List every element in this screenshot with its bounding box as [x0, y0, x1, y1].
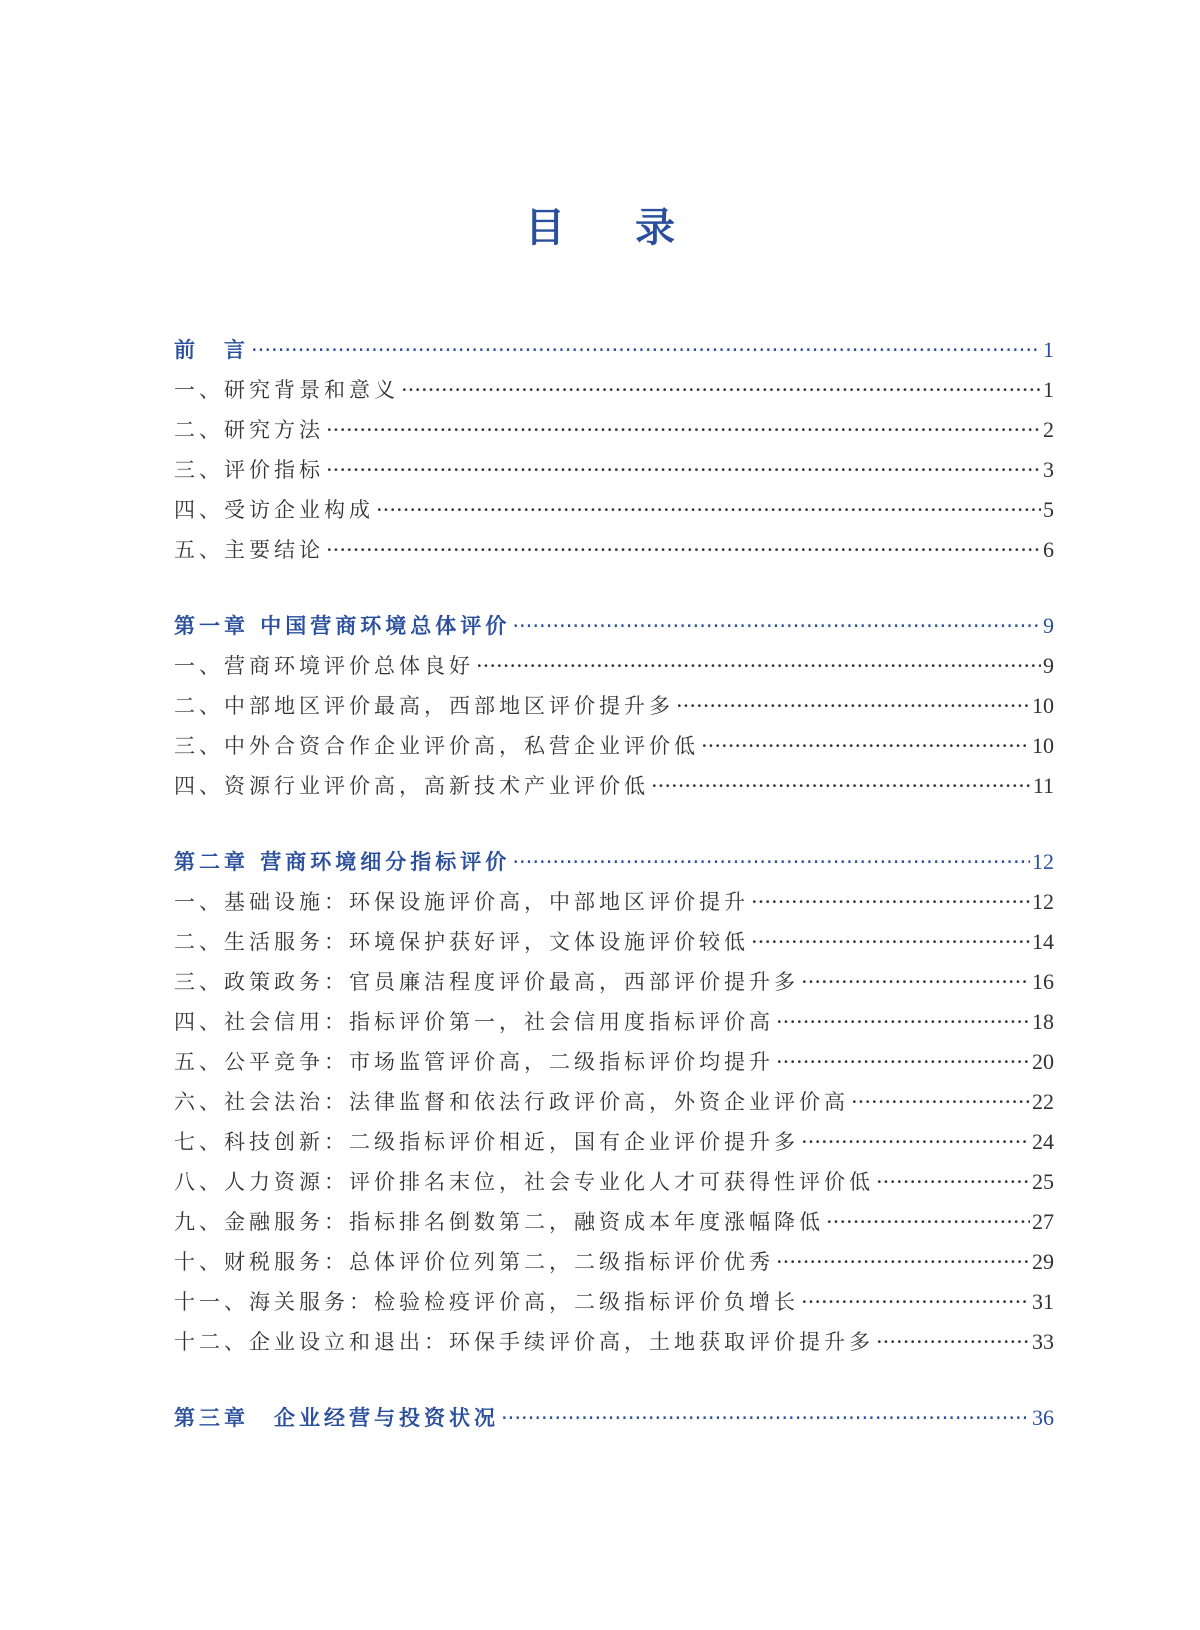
table-of-contents: [174, 330, 1054, 1438]
toc-section-entry[interactable]: [174, 646, 1054, 686]
toc-page-number: 14: [1032, 929, 1054, 954]
toc-section-entry[interactable]: [174, 490, 1054, 530]
toc-section-entry[interactable]: [174, 766, 1054, 806]
toc-entry-label: 十、财税服务：总体评价位列第二，二级指标评价优秀: [174, 1250, 774, 1274]
toc-section: [174, 1398, 1054, 1438]
toc-page-number: 12: [1032, 849, 1054, 874]
dot-leader: [876, 1322, 1030, 1362]
toc-section-entry[interactable]: [174, 1322, 1054, 1362]
toc-entry-label: 第二章 营商环境细分指标评价: [174, 850, 511, 874]
toc-entry-label: 七、科技创新：二级指标评价相近，国有企业评价提升多: [174, 1130, 799, 1154]
dot-leader: [326, 450, 1041, 490]
page-title: 目 录: [525, 205, 703, 251]
toc-page-number: 10: [1032, 733, 1054, 758]
toc-section-entry[interactable]: [174, 370, 1054, 410]
toc-section-entry[interactable]: [174, 726, 1054, 766]
dot-leader: [512, 842, 1030, 882]
toc-section-entry[interactable]: [174, 450, 1054, 490]
toc-entry-label: 二、生活服务：环境保护获好评，文体设施评价较低: [174, 930, 749, 954]
toc-entry-label: 二、研究方法: [174, 418, 324, 442]
dot-leader: [851, 1082, 1030, 1122]
toc-entry-label: 前 言: [174, 338, 249, 362]
dot-leader: [776, 1002, 1030, 1042]
toc-entry-label: 第一章 中国营商环境总体评价: [174, 614, 511, 638]
toc-page-number: 5: [1043, 497, 1054, 522]
toc-section-entry[interactable]: [174, 1122, 1054, 1162]
toc-page-number: 25: [1032, 1169, 1054, 1194]
section-gap: [174, 806, 1054, 842]
section-gap: [174, 1362, 1054, 1398]
toc-page-number: 1: [1043, 337, 1054, 362]
toc-entry-label: 一、基础设施：环保设施评价高，中部地区评价提升: [174, 890, 749, 914]
dot-leader: [751, 882, 1030, 922]
toc-entry-label: 第三章 企业经营与投资状况: [174, 1406, 499, 1430]
toc-page-number: 36: [1032, 1405, 1054, 1430]
toc-page-number: 9: [1043, 613, 1054, 638]
dot-leader: [676, 686, 1030, 726]
dot-leader: [401, 370, 1041, 410]
toc-entry-label: 一、研究背景和意义: [174, 378, 399, 402]
toc-entry-label: 四、资源行业评价高，高新技术产业评价低: [174, 774, 649, 798]
toc-page-number: 3: [1043, 457, 1054, 482]
dot-leader: [651, 766, 1031, 806]
toc-entry-label: 十二、企业设立和退出：环保手续评价高，土地获取评价提升多: [174, 1330, 874, 1354]
dot-leader: [376, 490, 1041, 530]
toc-section-entry[interactable]: [174, 882, 1054, 922]
toc-section: [174, 606, 1054, 806]
toc-page-number: 24: [1032, 1129, 1054, 1154]
toc-page-number: 12: [1032, 889, 1054, 914]
toc-entry-label: 八、人力资源：评价排名末位，社会专业化人才可获得性评价低: [174, 1170, 874, 1194]
toc-page-number: 6: [1043, 537, 1054, 562]
toc-section-entry[interactable]: [174, 1282, 1054, 1322]
toc-entry-label: 四、受访企业构成: [174, 498, 374, 522]
toc-entry-label: 四、社会信用：指标评价第一，社会信用度指标评价高: [174, 1010, 774, 1034]
toc-section-entry[interactable]: [174, 1042, 1054, 1082]
toc-page-number: 20: [1032, 1049, 1054, 1074]
toc-page-number: 29: [1032, 1249, 1054, 1274]
dot-leader: [251, 330, 1041, 370]
toc-page-number: 31: [1032, 1289, 1054, 1314]
dot-leader: [326, 530, 1041, 570]
toc-page-number: 1: [1043, 377, 1054, 402]
toc-section-entry[interactable]: [174, 962, 1054, 1002]
toc-entry-label: 一、营商环境评价总体良好: [174, 654, 474, 678]
dot-leader: [512, 606, 1041, 646]
toc-section-entry[interactable]: [174, 1082, 1054, 1122]
toc-section-entry[interactable]: [174, 922, 1054, 962]
toc-page-number: 18: [1032, 1009, 1054, 1034]
dot-leader: [776, 1242, 1030, 1282]
dot-leader: [776, 1042, 1030, 1082]
toc-entry-label: 二、中部地区评价最高，西部地区评价提升多: [174, 694, 674, 718]
dot-leader: [476, 646, 1041, 686]
toc-entry-label: 六、社会法治：法律监督和依法行政评价高，外资企业评价高: [174, 1090, 849, 1114]
toc-page-number: 11: [1032, 773, 1054, 798]
dot-leader: [751, 922, 1030, 962]
dot-leader: [826, 1202, 1030, 1242]
dot-leader: [501, 1398, 1030, 1438]
toc-chapter-entry[interactable]: [174, 842, 1054, 882]
dot-leader: [701, 726, 1030, 766]
dot-leader: [801, 962, 1030, 1002]
toc-chapter-entry[interactable]: [174, 1398, 1054, 1438]
toc-entry-label: 九、金融服务：指标排名倒数第二，融资成本年度涨幅降低: [174, 1210, 824, 1234]
toc-section-entry[interactable]: [174, 410, 1054, 450]
toc-page-number: 22: [1032, 1089, 1054, 1114]
toc-section-entry[interactable]: [174, 1002, 1054, 1042]
toc-section-entry[interactable]: [174, 1162, 1054, 1202]
dot-leader: [801, 1122, 1030, 1162]
toc-page-number: 27: [1032, 1209, 1054, 1234]
toc-section: [174, 330, 1054, 570]
toc-entry-label: 五、主要结论: [174, 538, 324, 562]
toc-chapter-entry[interactable]: [174, 330, 1054, 370]
toc-page-number: 16: [1032, 969, 1054, 994]
dot-leader: [801, 1282, 1030, 1322]
toc-entry-label: 十一、海关服务：检验检疫评价高，二级指标评价负增长: [174, 1290, 799, 1314]
toc-page-number: 33: [1032, 1329, 1054, 1354]
toc-page-number: 2: [1043, 417, 1054, 442]
toc-entry-label: 三、政策政务：官员廉洁程度评价最高，西部评价提升多: [174, 970, 799, 994]
toc-section-entry[interactable]: [174, 686, 1054, 726]
toc-section-entry[interactable]: [174, 1242, 1054, 1282]
toc-section-entry[interactable]: [174, 1202, 1054, 1242]
toc-page-number: 9: [1043, 653, 1054, 678]
dot-leader: [876, 1162, 1030, 1202]
toc-section: [174, 842, 1054, 1362]
dot-leader: [326, 410, 1041, 450]
toc-entry-label: 三、评价指标: [174, 458, 324, 482]
section-gap: [174, 570, 1054, 606]
toc-entry-label: 五、公平竞争：市场监管评价高，二级指标评价均提升: [174, 1050, 774, 1074]
toc-section-entry[interactable]: [174, 530, 1054, 570]
toc-chapter-entry[interactable]: [174, 606, 1054, 646]
toc-entry-label: 三、中外合资合作企业评价高，私营企业评价低: [174, 734, 699, 758]
toc-page-number: 10: [1032, 693, 1054, 718]
